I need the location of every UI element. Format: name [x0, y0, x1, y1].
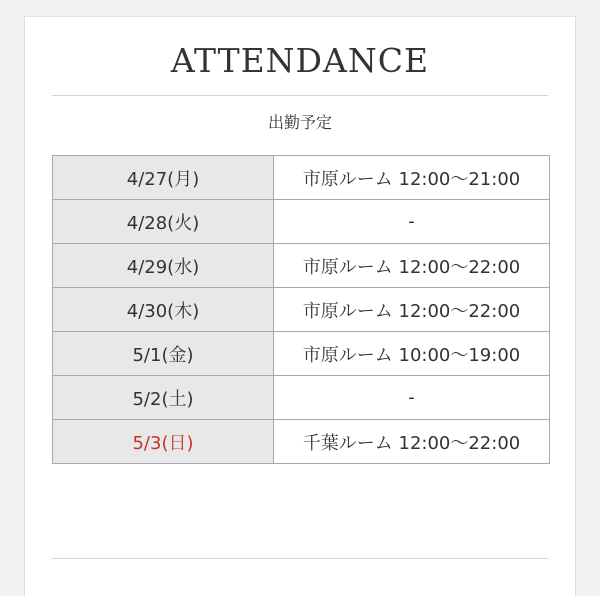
- shift-cell: 市原ルーム 12:00〜22:00: [274, 244, 550, 288]
- table-row: [53, 244, 550, 288]
- date-cell: 5/1(金): [53, 332, 274, 376]
- shift-cell: -: [274, 200, 550, 244]
- shift-cell: 市原ルーム 12:00〜21:00: [274, 156, 550, 200]
- attendance-table: [52, 155, 550, 464]
- shift-cell: 千葉ルーム 12:00〜22:00: [274, 420, 550, 464]
- table-row: [53, 288, 550, 332]
- date-cell: 4/30(木): [53, 288, 274, 332]
- shift-cell: 市原ルーム 10:00〜19:00: [274, 332, 550, 376]
- shift-cell: 市原ルーム 12:00〜22:00: [274, 288, 550, 332]
- section-title: ATTENDANCE: [170, 41, 430, 80]
- table-row: [53, 376, 550, 420]
- date-cell: 5/2(土): [53, 376, 274, 420]
- bottom-divider: [52, 558, 548, 559]
- section-subtitle: 出勤予定: [267, 113, 332, 132]
- title-divider: [52, 95, 548, 96]
- date-cell-holiday: 5/3(日): [53, 420, 274, 464]
- date-cell: 4/29(水): [53, 244, 274, 288]
- date-cell: 4/27(月): [53, 156, 274, 200]
- attendance-card: [24, 16, 576, 596]
- table-row: [53, 156, 550, 200]
- table-row: [53, 420, 550, 464]
- table-row: [53, 200, 550, 244]
- shift-cell: -: [274, 376, 550, 420]
- date-cell: 4/28(火): [53, 200, 274, 244]
- table-row: [53, 332, 550, 376]
